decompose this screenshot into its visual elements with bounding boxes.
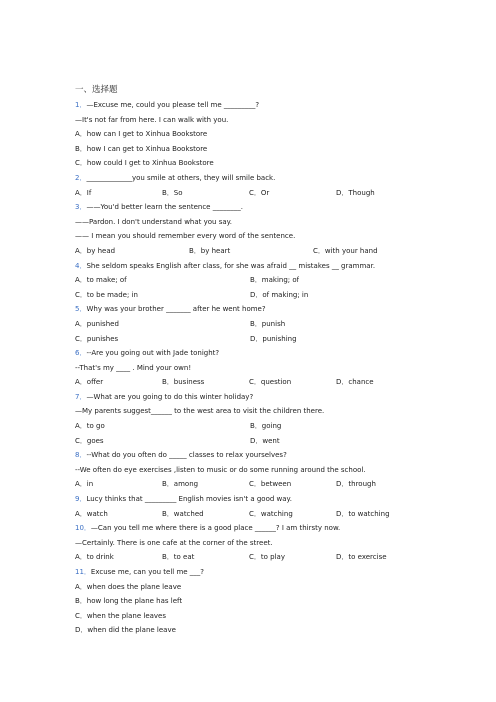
question-dialogue-line	[75, 361, 485, 376]
question-number: 11．	[75, 568, 91, 576]
question-1	[75, 98, 485, 171]
answer-option[interactable]: B．going	[250, 422, 282, 431]
question-text: _____________you smile at others, they will smile back.	[86, 173, 276, 182]
answer-option[interactable]: C．when the plane leaves	[75, 611, 167, 620]
question-11	[75, 565, 485, 638]
answer-option[interactable]: D．punishing	[250, 334, 297, 343]
question-text: --We often do eye exercises ,listen to music or do some running around the school.	[75, 465, 366, 474]
answer-option[interactable]: D．when did the plane leave	[75, 626, 176, 635]
answer-option[interactable]: D．Though	[336, 188, 375, 197]
question-number: 2．	[75, 173, 87, 182]
question-text: --That's my ____ . Mind your own!	[75, 363, 192, 372]
question-text: —Excuse me, could you please tell me _________?	[86, 101, 260, 109]
answer-option[interactable]: A．punished	[75, 319, 119, 328]
answer-option[interactable]: A．how can I get to Xinhua Bookstore	[75, 130, 208, 139]
question-stem	[75, 346, 485, 361]
question-number: 6．	[75, 349, 87, 358]
question-stem	[75, 448, 485, 463]
option-row	[75, 419, 485, 434]
question-text: —Certainly. There is one cafe at the corner of the street.	[75, 538, 273, 547]
answer-option[interactable]: A．to make; of	[75, 276, 127, 285]
answer-option[interactable]: C．how could I get to Xinhua Bookstore	[75, 159, 214, 168]
question-dialogue-line	[75, 536, 485, 551]
answer-option[interactable]: C．Or	[249, 188, 270, 197]
question-text: She seldom speaks English after class, for she was afraid __ mistakes __ grammar.	[86, 261, 376, 270]
question-list	[75, 84, 485, 638]
question-2	[75, 171, 485, 200]
question-text: —Can you tell me where there is a good place ______? I am thirsty now.	[90, 524, 341, 533]
answer-option[interactable]: D．to watching	[336, 509, 390, 518]
answer-option[interactable]: D．chance	[336, 378, 374, 387]
question-text: Why was your brother _______ after he went home?	[86, 305, 266, 314]
answer-option[interactable]: B．to eat	[162, 553, 195, 562]
answer-option[interactable]: B．among	[162, 480, 199, 489]
option-row	[75, 609, 485, 624]
question-dialogue-line	[75, 229, 485, 244]
option-row	[75, 186, 485, 201]
question-text: —What are you going to do this winter holiday?	[86, 392, 254, 401]
answer-option[interactable]: D．through	[336, 480, 376, 489]
option-row	[75, 273, 485, 288]
question-number: 8．	[75, 451, 87, 460]
question-stem	[75, 492, 485, 507]
question-stem	[75, 259, 485, 274]
question-text: —It's not far from here. I can walk with you.	[75, 115, 229, 124]
answer-option[interactable]: C．between	[249, 480, 292, 489]
option-row	[75, 317, 485, 332]
question-text: ——You'd better learn the sentence ________.	[86, 203, 243, 212]
answer-option[interactable]: D．of making; in	[250, 290, 309, 299]
question-stem	[75, 521, 485, 536]
question-10	[75, 521, 485, 565]
question-number: 7．	[75, 392, 87, 401]
question-number: 10．	[75, 524, 91, 533]
answer-option[interactable]: B．making; of	[250, 276, 300, 285]
option-row	[75, 156, 485, 171]
question-4	[75, 259, 485, 303]
question-6	[75, 346, 485, 390]
question-dialogue-line	[75, 463, 485, 478]
question-text: —— I mean you should remember every word of the sentence.	[75, 232, 296, 241]
question-stem	[75, 302, 485, 317]
answer-option[interactable]: B．how I can get to Xinhua Bookstore	[75, 144, 208, 153]
answer-option[interactable]: A．watch	[75, 509, 108, 518]
section-title: 一、选择题	[75, 85, 118, 95]
question-dialogue-line	[75, 215, 485, 230]
option-row	[75, 332, 485, 347]
option-row	[75, 142, 485, 157]
answer-option[interactable]: C．goes	[75, 436, 104, 445]
question-5	[75, 302, 485, 346]
question-stem	[75, 200, 485, 215]
question-stem	[75, 98, 485, 113]
answer-option[interactable]: C．with your hand	[313, 246, 378, 255]
answer-option[interactable]: B．business	[162, 378, 205, 387]
answer-option[interactable]: D．to exercise	[336, 553, 387, 562]
answer-option[interactable]: A．offer	[75, 378, 104, 387]
question-stem	[75, 390, 485, 405]
answer-option[interactable]: C．to play	[249, 553, 285, 562]
question-text: --Are you going out with Jade tonight?	[86, 349, 220, 358]
answer-option[interactable]: B．watched	[162, 509, 204, 518]
option-row	[75, 127, 485, 142]
answer-option[interactable]: B．punish	[250, 319, 286, 328]
answer-option[interactable]: C．watching	[249, 509, 293, 518]
option-row	[75, 434, 485, 449]
question-8	[75, 448, 485, 492]
question-number: 1．	[75, 101, 87, 109]
question-stem	[75, 171, 485, 186]
question-text: Lucy thinks that _________ English movies isn't a good way.	[86, 495, 292, 504]
answer-option[interactable]: A．by head	[75, 246, 116, 255]
option-row	[75, 594, 485, 609]
option-row	[75, 580, 485, 595]
option-row	[75, 550, 485, 565]
answer-option[interactable]: B．So	[162, 188, 183, 197]
answer-option[interactable]: A．If	[75, 188, 92, 197]
question-text: Excuse me, can you tell me ___?	[90, 568, 205, 576]
answer-option[interactable]: A．in	[75, 480, 94, 489]
answer-option[interactable]: C．to be made; in	[75, 290, 138, 299]
option-row	[75, 244, 485, 259]
answer-option[interactable]: B．by heart	[189, 246, 231, 255]
option-row	[75, 288, 485, 303]
option-row	[75, 375, 485, 390]
answer-option[interactable]: C．question	[249, 378, 292, 387]
question-7	[75, 390, 485, 448]
question-text: ——Pardon. I don't understand what you say.	[75, 217, 233, 226]
question-text: —My parents suggest______ to the west area to visit the children there.	[75, 407, 325, 416]
question-number: 4．	[75, 261, 87, 270]
question-stem	[75, 565, 485, 580]
question-text: --What do you often do _____ classes to relax yourselves?	[86, 451, 287, 460]
option-row	[75, 477, 485, 492]
question-dialogue-line	[75, 404, 485, 419]
questions-container	[75, 98, 485, 638]
answer-option[interactable]: B．how long the plane has left	[75, 597, 183, 606]
question-9	[75, 492, 485, 521]
question-number: 3．	[75, 203, 87, 212]
answer-option[interactable]: A．to go	[75, 422, 105, 431]
answer-option[interactable]: A．when does the plane leave	[75, 582, 182, 591]
answer-option[interactable]: D．went	[250, 436, 280, 445]
option-row	[75, 623, 485, 638]
question-dialogue-line	[75, 113, 485, 128]
question-number: 5．	[75, 305, 87, 314]
question-number: 9．	[75, 495, 87, 504]
option-row	[75, 507, 485, 522]
answer-option[interactable]: A．to drink	[75, 553, 114, 562]
answer-option[interactable]: C．punishes	[75, 334, 119, 343]
question-3	[75, 200, 485, 258]
